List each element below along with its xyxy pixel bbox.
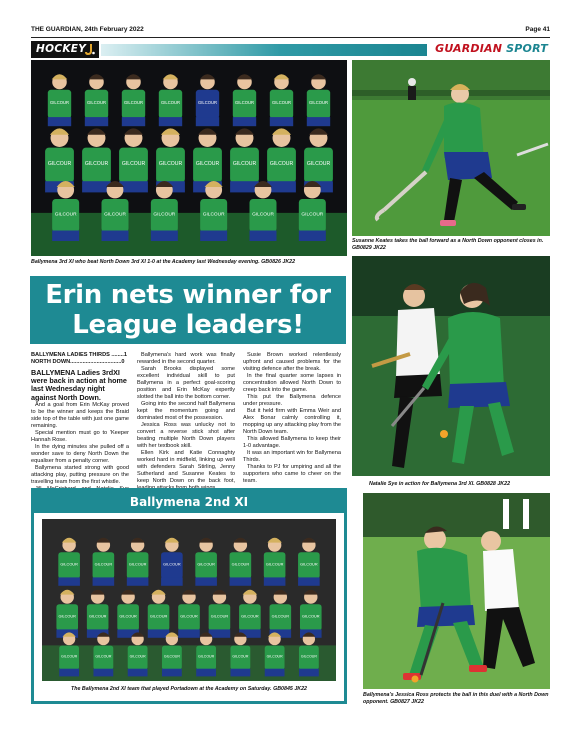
headline-line-2: League leaders! [72,310,304,340]
article-paragraph: In the dying minutes she pulled off a wonder save to deny North Down the equaliser from a penalty corner. [31,443,129,464]
team-2nd-xi-caption: The Ballymena 2nd XI team that played Portadown at the Academy on Saturday. GB0845 JK22 [71,686,307,692]
svg-text:GILCOUR: GILCOUR [198,100,217,106]
article-paragraph: Susie Brown worked relentlessly upfront and caused problems for the visiting defence after the break. [243,352,341,372]
publication-date: THE GUARDIAN, 24th February 2022 [31,26,144,33]
score-line-home: BALLYMENA LADIES THIRDS ........1 [31,352,127,358]
svg-text:GILCOUR: GILCOUR [54,212,77,218]
article-paragraph: Ellen Kirk and Katie Connaghty worked hard in midfield, linking up well with defenders Sarah Stirling, Jenny Sutherland and Susanne Keates to keep North Down on the back foot, [137,450,235,484]
svg-text:GILCOUR: GILCOUR [95,654,112,659]
svg-text:GILCOUR: GILCOUR [149,614,168,619]
brand-guardian: GUARDIAN [435,42,503,55]
headline-banner [30,276,346,344]
svg-text:GILCOUR: GILCOUR [84,161,109,168]
svg-text:GILCOUR: GILCOUR [302,614,320,619]
sye-caption: Natalie Sye in action for Ballymena 3rd XI. GB0828 JK22 [369,481,511,487]
svg-text:GILCOUR: GILCOUR [309,100,328,106]
sye-action-photo [352,256,550,476]
header-rule [31,37,550,38]
svg-text:GILCOUR: GILCOUR [129,654,146,659]
article-column-2 [137,352,235,492]
svg-text:GILCOUR: GILCOUR [265,562,284,567]
keates-caption: Susanne Keates takes the ball forward as a North Down opponent closes in. GB0829 JK22 [352,238,544,251]
section-label: HOCKEY [36,43,87,55]
article-paragraph: Jessica Ross was unlucky not to convert a reverse stick shot after beating multiple North Down players with her textbook skill. [137,422,235,449]
svg-text:GILCOUR: GILCOUR [87,100,106,106]
svg-text:GILCOUR: GILCOUR [119,614,137,619]
second-xi-title: Ballymena 2nd XI [34,491,344,513]
svg-text:GILCOUR: GILCOUR [210,614,229,619]
svg-text:GILCOUR: GILCOUR [94,562,113,567]
svg-text:GILCOUR: GILCOUR [124,100,143,106]
article-paragraph: But it held firm with Emma Weir and Alex Bonar calmly controlling it, mopping up any attacking play from the North Down team. [243,408,341,435]
svg-text:GILCOUR: GILCOUR [231,562,250,567]
score-line-away: NORTH DOWN.................................0 [31,359,125,365]
second-xi-panel [31,488,347,704]
svg-text:GILCOUR: GILCOUR [197,562,215,567]
svg-text:GILCOUR: GILCOUR [195,161,220,168]
article-column-3 [243,352,341,485]
article-paragraph: This put the Ballymena defence under pressure. [243,394,341,407]
svg-text:GILCOUR: GILCOUR [161,100,180,106]
svg-text:GILCOUR: GILCOUR [121,161,146,168]
svg-text:GILCOUR: GILCOUR [61,654,78,659]
article-paragraph: This allowed Ballymena to keep their 1-0 advantage. [243,436,341,449]
article-paragraph: Special mention must go to 'Keeper Hannah Rose. [31,429,129,443]
svg-text:GILCOUR: GILCOUR [272,100,291,106]
article-paragraph: Going into the second half Ballymena kept the momentum going and dominated most of the possession. [137,401,235,421]
svg-text:GILCOUR: GILCOUR [235,100,254,106]
svg-text:GILCOUR: GILCOUR [269,161,294,168]
team-3rd-xi-photo [31,60,347,256]
svg-text:GILCOUR: GILCOUR [202,212,225,218]
headline-line-1: Erin nets winner for [45,280,331,310]
section-teal-band [101,44,427,56]
article-lead: BALLYMENA Ladies 3rdXI were back in action at home last Wednesday night against North Down. [31,368,127,402]
team-2nd-xi-photo [42,519,336,681]
hockey-stick-icon [85,44,95,55]
match-report [31,352,347,485]
keates-action-photo [352,60,550,236]
page-number: Page 41 [525,26,550,33]
article-paragraph: Ballymena started strong with good attacking play, putting pressure on the travelling team from the first whistle. [31,464,129,485]
svg-text:GILCOUR: GILCOUR [241,614,259,619]
svg-text:GILCOUR: GILCOUR [60,562,78,567]
svg-text:GILCOUR: GILCOUR [180,614,198,619]
svg-text:GILCOUR: GILCOUR [50,100,69,106]
svg-text:GILCOUR: GILCOUR [198,654,215,659]
ross-action-photo [363,493,550,689]
svg-text:GILCOUR: GILCOUR [128,562,147,567]
svg-text:GILCOUR: GILCOUR [252,212,274,218]
ross-caption: Ballymena's Jessica Ross protects the ball in this duel with a North Down opponent. GB0827 JK22 [363,692,549,705]
svg-text:GILCOUR: GILCOUR [58,614,76,619]
svg-text:GILCOUR: GILCOUR [232,654,249,659]
article-paragraph: In the final quarter some lapses in concentration allowed North Down to creep back into the game. [243,373,341,393]
team-3rd-xi-caption: Ballymena 3rd XI who beat North Down 3rd XI 1-0 at the Academy last Wednesday evening. GB0826 JK22 [31,259,296,265]
article-paragraph: Ballymena's hard work was finally rewarded in the second quarter. [137,352,235,365]
svg-text:GILCOUR: GILCOUR [266,654,283,659]
svg-text:GILCOUR: GILCOUR [301,212,324,218]
article-paragraph: Sarah Brooks displayed some excellent individual skill to put Ballymena in a perfect goal-scoring position and Erin McKay expertly slotted the ball into the bottom corner. [137,366,235,400]
svg-text:GILCOUR: GILCOUR [300,562,318,567]
section-bar [31,41,550,58]
svg-text:GILCOUR: GILCOUR [158,161,183,168]
svg-text:GILCOUR: GILCOUR [88,614,107,619]
svg-text:GILCOUR: GILCOUR [163,562,181,567]
svg-text:GILCOUR: GILCOUR [306,161,331,168]
svg-text:GILCOUR: GILCOUR [153,212,176,218]
svg-text:GILCOUR: GILCOUR [271,614,290,619]
svg-text:GILCOUR: GILCOUR [232,161,257,168]
svg-text:GILCOUR: GILCOUR [47,161,72,168]
svg-text:GILCOUR: GILCOUR [300,654,317,659]
svg-text:GILCOUR: GILCOUR [163,654,180,659]
article-paragraph: And a goal from Erin McKay proved to be the winner and keeps the Braid side top of the table with just one game remaining. [31,401,129,429]
guardian-sport-logo [435,42,548,55]
article-column-1 [31,352,129,507]
article-paragraph: Thanks to PJ for umpiring and all the supporters who came to cheer on the team. [243,464,341,484]
brand-sport: SPORT [506,42,548,55]
article-paragraph: It was an important win for Ballymena Thirds. [243,450,341,463]
svg-text:GILCOUR: GILCOUR [104,212,126,218]
